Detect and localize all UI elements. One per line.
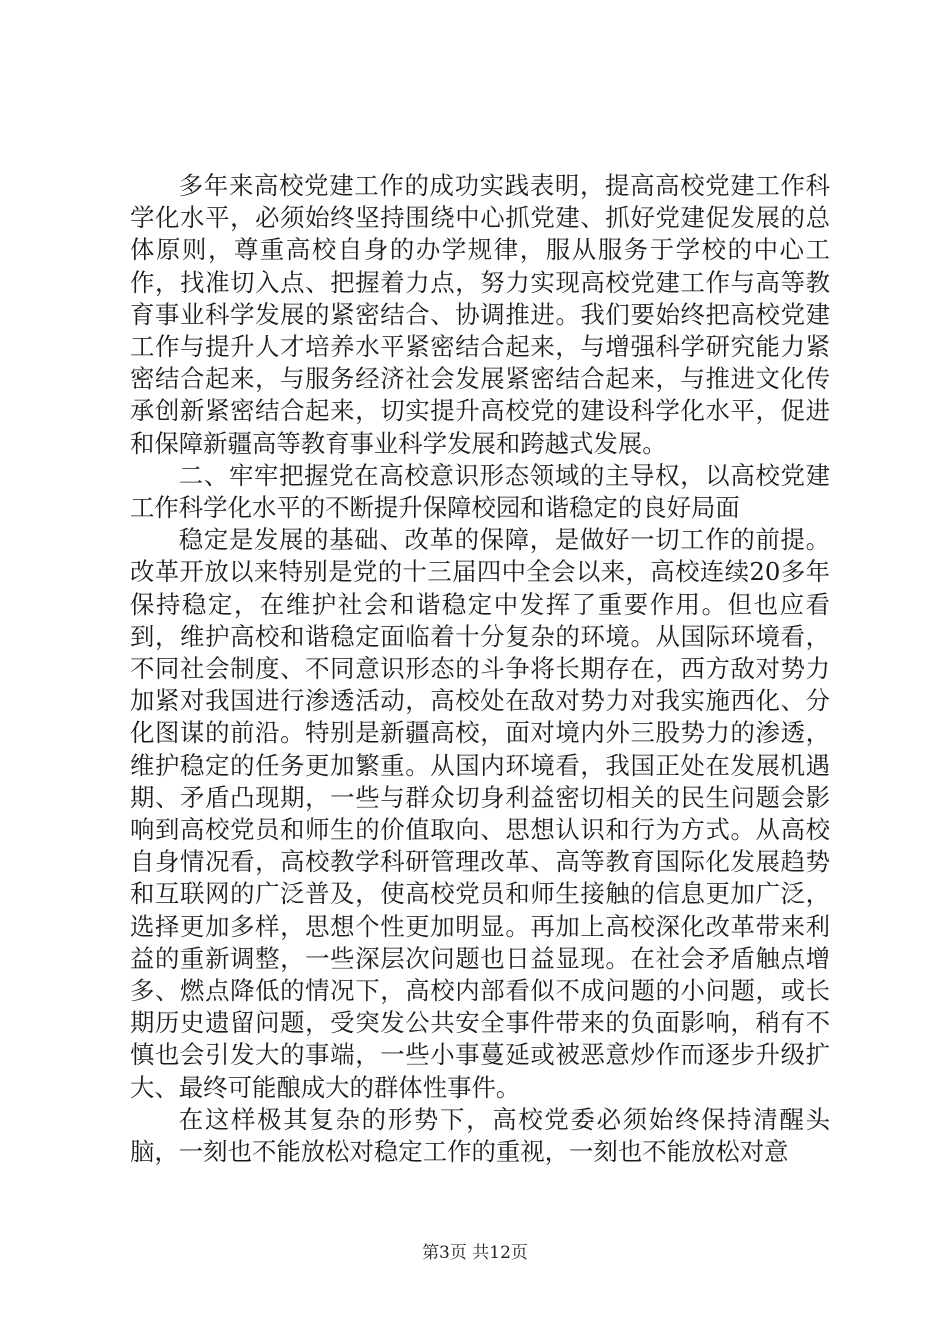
paragraph-stability: 稳定是发展的基础、改革的保障，是做好一切工作的前提。改革开放以来特别是党的十三届四中全会以来，高校连续20多年保持稳定，在维护社会和谐稳定中发挥了重要作用。但也应看到，维护高校和谐稳定面临着十分复杂的环境。从国际环境看，不同社会制度、不同意识形态的斗争将长期存在，西方敌对势力加紧对我国进行渗透活动，高校处在敌对势力对我实施西化、分化图谋的前沿。特别是新疆高校，面对境内外三股势力的渗透，维护稳定的任务更加繁重。从国内环境看，我国正处在发展机遇期、矛盾凸现期，一些与群众切身利益密切相关的民生问题会影响到高校党员和师生的价值取向、思想认识和行为方式。从高校自身情况看，高校教学科研管理改革、高等教育国际化发展趋势和互联网的广泛普及，使高校党员和师生接触的信息更加广泛，选择更加多样，思想个性更加明显。再加上高校深化改革带来利益的重新调整，一些深层次问题也日益显现。在社会矛盾触点增多、燃点降低的情况下，高校内部看似不成问题的小问题，或长期历史遗留问题，受突发公共安全事件带来的负面影响，稍有不慎也会引发大的事端，一些小事蔓延或被恶意炒作而逐步升级扩大、最终可能酿成大的群体性事件。 <box>130 525 830 1102</box>
document-body <box>130 170 830 1168</box>
paragraph-summary: 多年来高校党建工作的成功实践表明，提高高校党建工作科学化水平，必须始终坚持围绕中心抓党建、抓好党建促发展的总体原则，尊重高校自身的办学规律，服从服务于学校的中心工作，找准切入点、把握着力点，努力实现高校党建工作与高等教育事业科学发展的紧密结合、协调推进。我们要始终把高校党建工作与提升人才培养水平紧密结合起来，与增强科学研究能力紧密结合起来，与服务经济社会发展紧密结合起来，与推进文化传承创新紧密结合起来，切实提升高校党的建设科学化水平，促进和保障新疆高等教育事业科学发展和跨越式发展。 <box>130 171 830 458</box>
page-number: 第3页 共12页 <box>422 1243 528 1263</box>
section-heading: 二、牢牢把握党在高校意识形态领域的主导权，以高校党建工作科学化水平的不断提升保障校园和谐稳定的良好局面 <box>130 460 830 523</box>
paragraph-situation: 在这样极其复杂的形势下，高校党委必须始终保持清醒头脑，一刻也不能放松对稳定工作的重视，一刻也不能放松对意 <box>130 1104 830 1167</box>
page-footer <box>0 1238 950 1263</box>
